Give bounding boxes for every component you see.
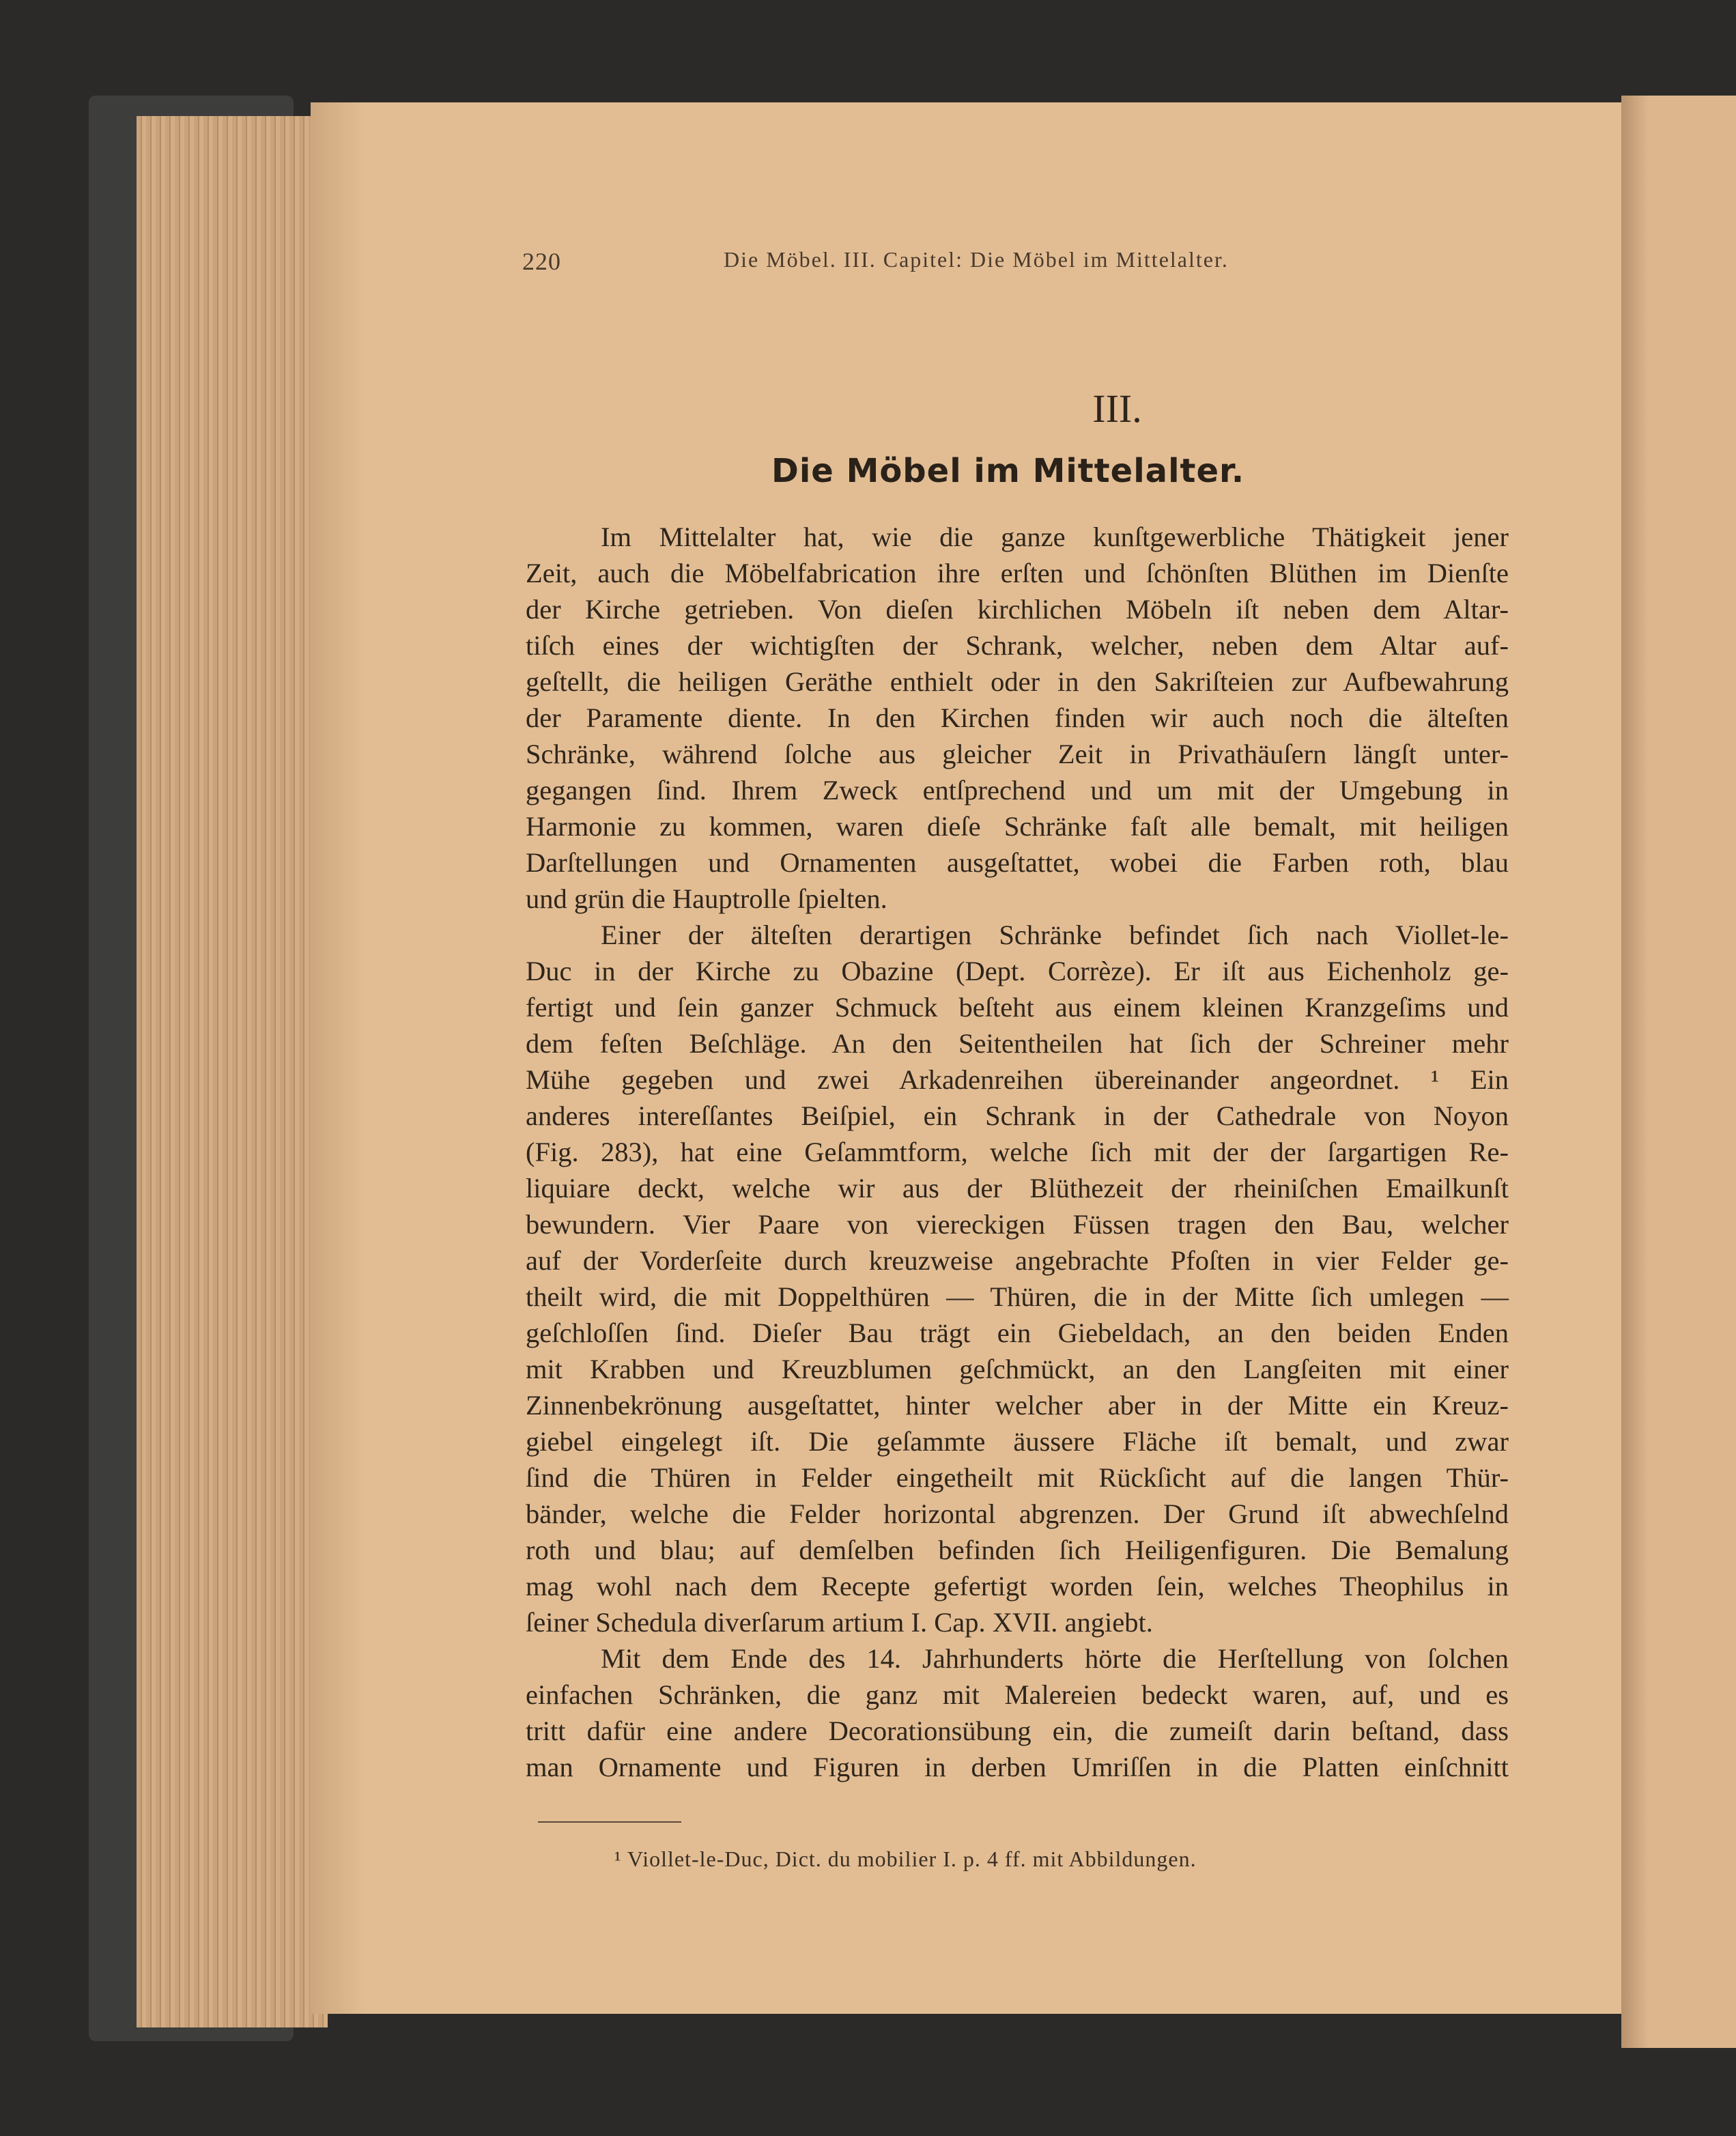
- text-line: bewundern. Vier Paare von viereckigen Füssen tragen den Bau, welcher: [526, 1209, 1509, 1240]
- text-line: theilt wird, die mit Doppelthüren — Thüren, die in der Mitte ſich umlegen —: [526, 1281, 1509, 1312]
- text-line: Schränke, während ſolche aus gleicher Zeit in Privathäuſern längſt unter-: [526, 739, 1509, 769]
- page-number: 220: [522, 248, 561, 275]
- text-line: tiſch eines der wichtigſten der Schrank, welcher, neben dem Altar auf-: [526, 630, 1509, 661]
- text-line: geſtellt, die heiligen Geräthe enthielt oder in den Sakriſteien zur Aufbewahrung: [526, 666, 1509, 697]
- text-line: Duc in der Kirche zu Obazine (Dept. Corrèze). Er iſt aus Eichenholz ge-: [526, 956, 1509, 986]
- text-line: und grün die Hauptrolle ſpielten.: [526, 883, 887, 914]
- running-head: Die Möbel. III. Capitel: Die Möbel im Mittelalter.: [724, 247, 1229, 272]
- text-line: Harmonie zu kommen, waren dieſe Schränke faſt alle bemalt, mit heiligen: [526, 811, 1509, 842]
- body-text: [526, 519, 1509, 1785]
- text-line: (Fig. 283), hat eine Geſammtform, welche ſich mit der der ſargartigen Re-: [526, 1137, 1509, 1167]
- footnote-rule: [538, 1821, 681, 1823]
- text-line: anderes intereſſantes Beiſpiel, ein Schrank in der Cathedrale von Noyon: [526, 1100, 1509, 1131]
- text-line: fertigt und ſein ganzer Schmuck beſteht aus einem kleinen Kranzgeſims und: [526, 992, 1509, 1023]
- text-line: gegangen ſind. Ihrem Zweck entſprechend und um mit der Umgebung in: [526, 775, 1509, 806]
- text-line: der Paramente diente. In den Kirchen finden wir auch noch die älteſten: [526, 702, 1509, 733]
- text-line: tritt dafür eine andere Decorationsübung ein, die zumeiſt darin beſtand, dass: [526, 1715, 1509, 1746]
- page-header: [0, 247, 1736, 288]
- chapter-title: Die Möbel im Mittelalter.: [771, 452, 1245, 490]
- text-line: ſeiner Schedula diverſarum artium I. Cap. XVII. angiebt.: [526, 1607, 1153, 1638]
- text-line: ſind die Thüren in Felder eingetheilt mit Rückſicht auf die langen Thür-: [526, 1462, 1509, 1493]
- text-line: einfachen Schränken, die ganz mit Malereien bedeckt waren, auf, und es: [526, 1679, 1509, 1710]
- text-line: Zinnenbekrönung ausgeſtattet, hinter welcher aber in der Mitte ein Kreuz-: [526, 1390, 1509, 1421]
- text-line: giebel eingelegt iſt. Die geſammte äussere Fläche iſt bemalt, und zwar: [526, 1426, 1509, 1457]
- text-line: dem feſten Beſchläge. An den Seitentheilen hat ſich der Schreiner mehr: [526, 1028, 1509, 1059]
- text-line: Einer der älteſten derartigen Schränke befindet ſich nach Viollet-le-: [601, 920, 1509, 950]
- text-line: mit Krabben und Kreuzblumen geſchmückt, an den Langſeiten mit einer: [526, 1354, 1509, 1384]
- text-line: auf der Vorderſeite durch kreuzweise angebrachte Pfoſten in vier Felder ge-: [526, 1245, 1509, 1276]
- text-line: liquiare deckt, welche wir aus der Blüthezeit der rheiniſchen Emailkunſt: [526, 1173, 1509, 1204]
- text-line: mag wohl nach dem Recepte gefertigt worden ſein, welches Theophilus in: [526, 1571, 1509, 1601]
- text-line: Mit dem Ende des 14. Jahrhunderts hörte die Herſtellung von ſolchen: [601, 1643, 1509, 1674]
- chapter-number: III.: [1092, 386, 1142, 431]
- text-line: Darſtellungen und Ornamenten ausgeſtattet, wobei die Farben roth, blau: [526, 847, 1509, 878]
- text-line: geſchloſſen ſind. Dieſer Bau trägt ein Giebeldach, an den beiden Enden: [526, 1318, 1509, 1348]
- text-line: Zeit, auch die Möbelfabrication ihre erſten und ſchönſten Blüthen im Dienſte: [526, 558, 1509, 588]
- text-line: bänder, welche die Felder horizontal abgrenzen. Der Grund iſt abwechſelnd: [526, 1498, 1509, 1529]
- text-line: roth und blau; auf demſelben befinden ſich Heiligenfiguren. Die Bemalung: [526, 1535, 1509, 1565]
- text-line: Mühe gegeben und zwei Arkadenreihen übereinander angeordnet. ¹ Ein: [526, 1064, 1509, 1095]
- text-line: Im Mittelalter hat, wie die ganze kunſtgewerbliche Thätigkeit jener: [601, 522, 1509, 552]
- footnote: ¹ Viollet-le-Duc, Dict. du mobilier I. p. 4 ff. mit Abbildungen.: [614, 1847, 1197, 1871]
- text-line: man Ornamente und Figuren in derben Umriſſen in die Platten einſchnitt: [526, 1752, 1509, 1782]
- text-line: der Kirche getrieben. Von dieſen kirchlichen Möbeln iſt neben dem Altar-: [526, 594, 1509, 625]
